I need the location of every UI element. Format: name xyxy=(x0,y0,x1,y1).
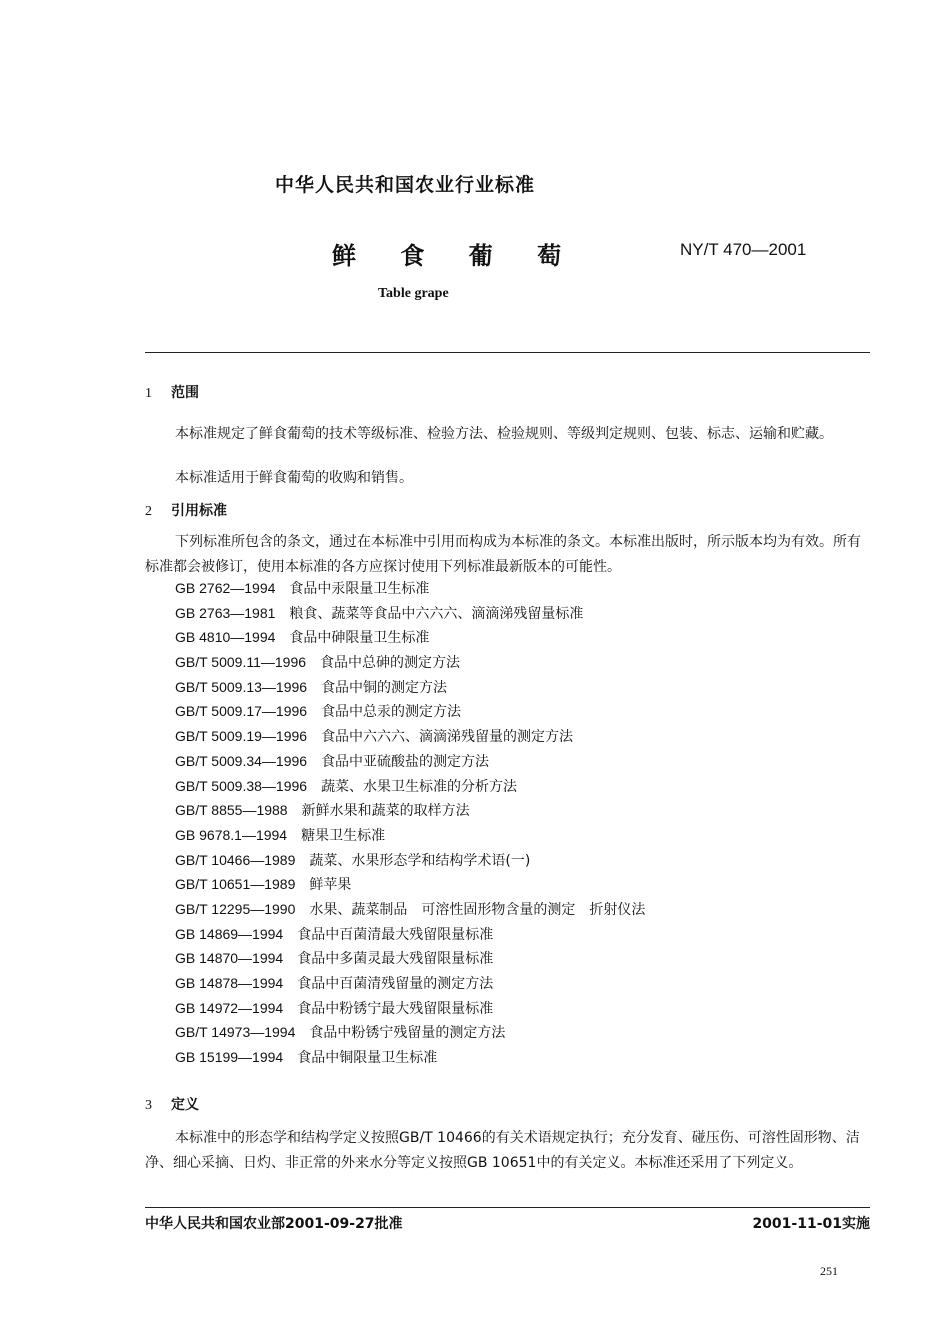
reference-name: 食品中六六六、滴滴涕残留量的测定方法 xyxy=(321,729,574,746)
reference-code: GB 15199—1994 xyxy=(175,1049,284,1066)
normative-reference-list xyxy=(175,578,645,1072)
section-number: 3 xyxy=(145,1098,152,1113)
reference-name: 食品中百菌清残留量的测定方法 xyxy=(297,976,494,992)
reference-name: 新鲜水果和蔬菜的取样方法 xyxy=(301,803,470,820)
reference-name: 食品中粉锈宁残留量的测定方法 xyxy=(309,1025,506,1042)
reference-name: 鲜苹果 xyxy=(309,877,352,894)
reference-name: 食品中铜限量卫生标准 xyxy=(297,1050,438,1067)
reference-code: GB 14878—1994 xyxy=(175,975,284,991)
reference-code: GB/T 5009.11—1996 xyxy=(175,654,307,671)
reference-item xyxy=(175,701,645,726)
footer-divider xyxy=(145,1207,870,1208)
page-number: 251 xyxy=(820,1264,838,1278)
header-divider xyxy=(145,352,870,353)
reference-code: GB/T 5009.34—1996 xyxy=(175,752,308,769)
reference-item xyxy=(175,874,645,899)
section-1-paragraph: 本标准规定了鲜食葡萄的技术等级标准、检验方法、检验规则、等级判定规则、包装、标志、运输和贮藏。 xyxy=(175,426,833,442)
reference-code: GB/T 5009.38—1996 xyxy=(175,777,308,794)
reference-item xyxy=(175,776,645,801)
reference-name: 食品中总汞的测定方法 xyxy=(321,704,462,721)
reference-code: GB/T 10651—1989 xyxy=(175,876,296,893)
section-number: 2 xyxy=(145,504,152,519)
reference-name: 蔬菜、水果卫生标准的分析方法 xyxy=(321,778,518,795)
approval-info: 中华人民共和国农业部2001-09-27批准 xyxy=(145,1216,403,1232)
reference-code: GB/T 14973—1994 xyxy=(175,1024,296,1041)
section-3-paragraph: 本标准中的形态学和结构学定义按照GB/T 10466的有关术语规定执行；充分发育、碰压伤、可溶性固形物、洁净、细心采摘、日灼、非正常的外来水分等定义按照GB 10651中的有关定义。本标准还采用了下列定义。 xyxy=(145,1130,860,1171)
reference-item xyxy=(175,578,645,603)
reference-item xyxy=(175,850,645,875)
standard-code: NY/T 470—2001 xyxy=(680,240,807,259)
section-2-paragraph: 下列标准所包含的条文，通过在本标准中引用而构成为本标准的条文。本标准出版时，所示版本均为有效。所有标准都会被修订，使用本标准的各方应探讨使用下列标准最新版本的可能性。 xyxy=(145,534,861,575)
reference-item xyxy=(175,652,645,677)
section-title: 范围 xyxy=(171,385,199,401)
reference-name: 食品中砷限量卫生标准 xyxy=(289,630,430,647)
reference-item xyxy=(175,899,645,924)
section-title: 引用标准 xyxy=(171,503,227,519)
reference-item xyxy=(175,603,645,628)
reference-code: GB/T 5009.13—1996 xyxy=(175,678,308,695)
reference-name: 食品中总砷的测定方法 xyxy=(320,655,461,672)
reference-name: 食品中汞限量卫生标准 xyxy=(289,581,430,597)
reference-code: GB 2763—1981 xyxy=(175,604,276,621)
reference-code: GB/T 8855—1988 xyxy=(175,802,288,819)
reference-item xyxy=(175,677,645,702)
reference-item xyxy=(175,948,645,973)
reference-code: GB 4810—1994 xyxy=(175,629,276,646)
section-1-heading xyxy=(145,382,199,402)
reference-code: GB/T 12295—1990 xyxy=(175,900,296,917)
reference-name: 食品中百菌清最大残留限量标准 xyxy=(297,926,494,943)
reference-name: 食品中多菌灵最大残留限量标准 xyxy=(297,951,494,968)
reference-item xyxy=(175,726,645,751)
section-1-paragraph: 本标准适用于鲜食葡萄的收购和销售。 xyxy=(175,470,413,486)
reference-item xyxy=(175,998,645,1023)
reference-item xyxy=(175,627,645,652)
reference-item xyxy=(175,1047,645,1072)
reference-code: GB 14870—1994 xyxy=(175,950,284,967)
reference-code: GB 14869—1994 xyxy=(175,925,284,942)
reference-code: GB/T 5009.19—1996 xyxy=(175,728,308,745)
reference-name: 水果、蔬菜制品 可溶性固形物含量的测定 折射仪法 xyxy=(309,901,646,918)
standard-category: 中华人民共和国农业行业标准 xyxy=(275,174,536,196)
reference-item xyxy=(175,1022,645,1047)
document-title: 鲜 食 葡 萄 xyxy=(332,242,580,270)
section-title: 定义 xyxy=(171,1097,199,1113)
reference-code: GB 14972—1994 xyxy=(175,999,284,1016)
reference-name: 食品中铜的测定方法 xyxy=(321,679,448,696)
reference-code: GB 9678.1—1994 xyxy=(175,826,288,843)
english-subtitle: Table grape xyxy=(378,286,449,301)
reference-name: 糖果卫生标准 xyxy=(301,827,386,844)
reference-name: 蔬菜、水果形态学和结构学术语(一) xyxy=(309,852,531,869)
reference-code: GB/T 5009.17—1996 xyxy=(175,703,308,720)
reference-code: GB 2762—1994 xyxy=(175,580,276,596)
reference-name: 粮食、蔬菜等食品中六六六、滴滴涕残留量标准 xyxy=(289,605,584,622)
reference-item xyxy=(175,800,645,825)
reference-item xyxy=(175,973,645,998)
section-2-heading xyxy=(145,500,227,520)
reference-name: 食品中粉锈宁最大残留限量标准 xyxy=(297,1000,494,1017)
reference-item xyxy=(175,924,645,949)
reference-name: 食品中亚硫酸盐的测定方法 xyxy=(321,753,490,770)
section-3-heading xyxy=(145,1094,199,1114)
section-number: 1 xyxy=(145,386,152,401)
reference-item xyxy=(175,825,645,850)
implementation-date: 2001-11-01实施 xyxy=(752,1216,870,1232)
reference-code: GB/T 10466—1989 xyxy=(175,851,296,868)
reference-item xyxy=(175,751,645,776)
